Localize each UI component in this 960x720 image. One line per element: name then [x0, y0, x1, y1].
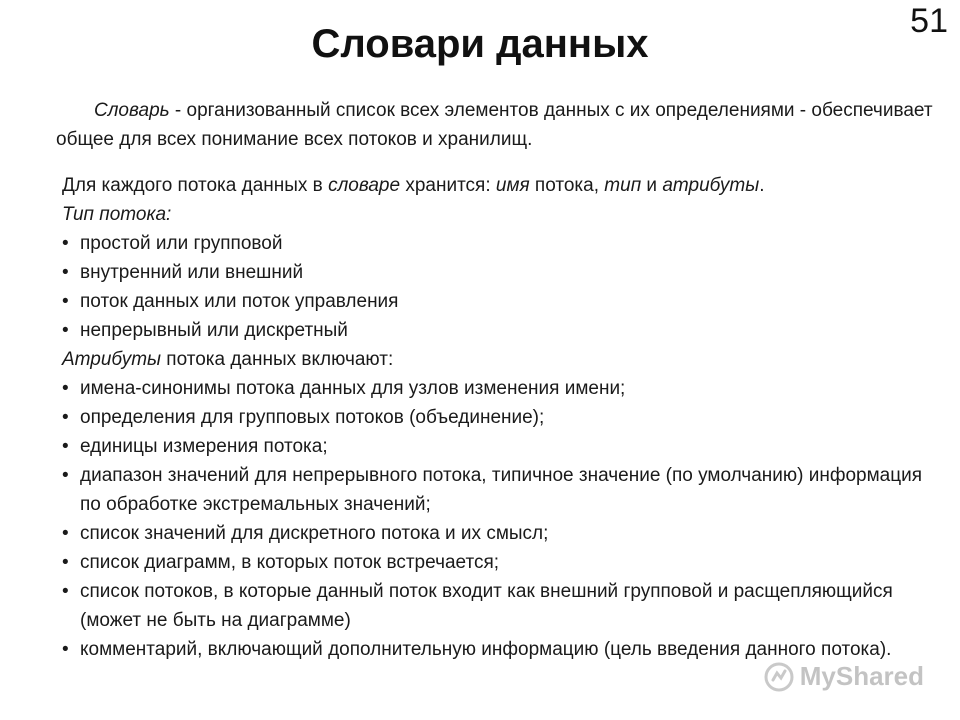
storage-end: . — [759, 175, 765, 196]
storage-dict-word: словаре — [328, 175, 401, 196]
storage-lead: Для каждого потока данных в — [62, 175, 329, 196]
attributes-heading-rest: потока данных включают: — [161, 349, 394, 370]
myshared-logo-icon — [764, 662, 794, 692]
storage-type-word: тип — [604, 175, 642, 196]
storage-sentence — [62, 171, 922, 200]
list-item: • диапазон значений для непрерывного потока, типичное значение (по умолчанию) информация по обработке экстремальных значений; — [62, 461, 922, 519]
watermark — [764, 661, 924, 692]
list-item: • поток данных или поток управления — [62, 287, 922, 316]
storage-name-word: имя — [495, 175, 530, 196]
flow-type-heading-text: Тип потока: — [62, 204, 172, 225]
storage-and-word: и — [641, 175, 663, 196]
list-item: • имена-синонимы потока данных для узлов изменения имени; — [62, 374, 922, 403]
list-item: • список потоков, в которые данный поток входит как внешний групповой и расщепляющийся (может не быть на диаграмме) — [62, 577, 922, 635]
watermark-brand: MyShared — [799, 661, 924, 691]
content-body — [62, 171, 922, 664]
storage-mid2: потока, — [529, 175, 605, 196]
flow-type-list — [62, 229, 922, 345]
intro-text: - организованный список всех элементов данных с их определениями - обеспечивает общее для всех понимание всех потоков и хранилищ. — [56, 100, 933, 150]
page-title: Словари данных — [311, 22, 649, 66]
list-item: • список значений для дискретного потока и их смысл; — [62, 519, 922, 548]
intro-definition — [56, 96, 936, 154]
list-item: • определения для групповых потоков (объединение); — [62, 403, 922, 432]
storage-attr-word: атрибуты — [662, 175, 760, 196]
list-item: • единицы измерения потока; — [62, 432, 922, 461]
slide-number: 51 — [910, 2, 948, 40]
list-item: • список диаграмм, в которых поток встречается; — [62, 548, 922, 577]
attributes-heading-word: Атрибуты — [62, 349, 161, 370]
attributes-heading — [62, 345, 922, 374]
list-item: • простой или групповой — [62, 229, 922, 258]
attributes-list — [62, 374, 922, 664]
list-item: • непрерывный или дискретный — [62, 316, 922, 345]
flow-type-heading — [62, 200, 922, 229]
list-item: • комментарий, включающий дополнительную информацию (цель введения данного потока). — [62, 635, 922, 664]
storage-mid: хранится: — [400, 175, 496, 196]
intro-term: Словарь — [94, 100, 170, 121]
list-item: • внутренний или внешний — [62, 258, 922, 287]
